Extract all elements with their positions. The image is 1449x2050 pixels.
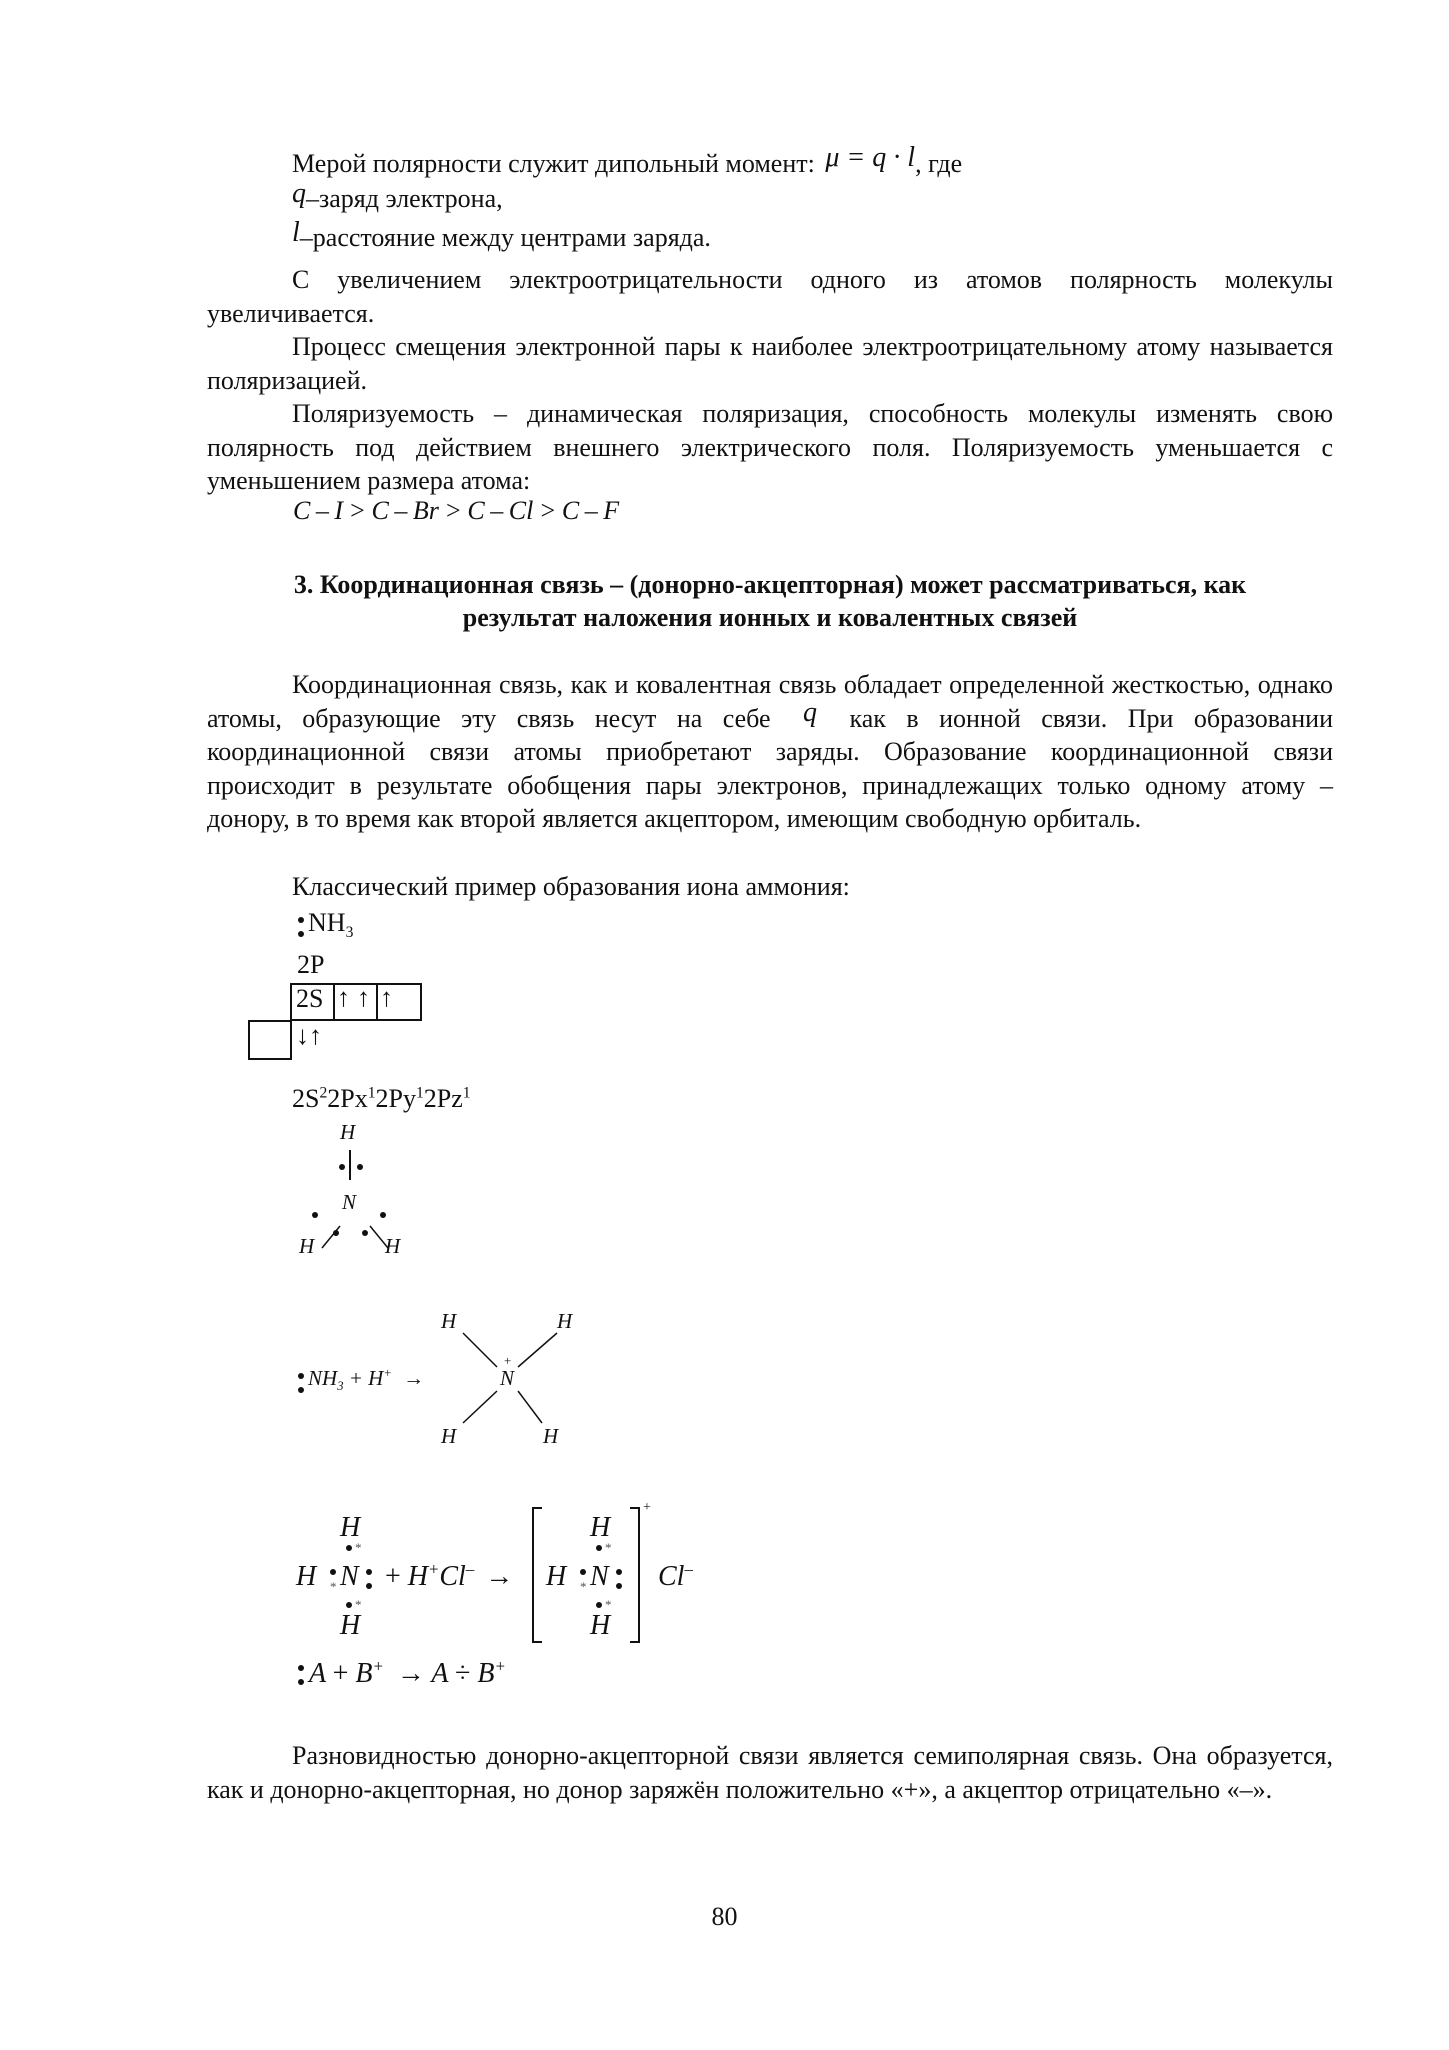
lewis-ion-h-left: H [546,1561,567,1592]
scheme-b2-charge: + [494,1656,506,1676]
atom-n: N [342,1190,357,1214]
bond-line [349,1150,351,1180]
lone-pair-dot [298,917,304,923]
lewis-asterisk: * [355,1597,362,1612]
bond-dot [339,1164,345,1170]
orbital-arrow-2s-pair: ↓↑ [296,1021,322,1050]
dipole-tail-text: , где [915,149,963,178]
scheme-b-charge: + [372,1656,384,1676]
lewis-dot [596,1602,602,1608]
orbital-arrow-pz: ↑ [380,983,393,1012]
lewis-hcl [385,1561,513,1593]
electron-configuration [292,1084,471,1114]
dipole-lead-text: Мерой полярности служит дипольный момент: [292,149,815,178]
ammonium-h-bl: H [441,1424,457,1448]
bond-dot [357,1164,363,1170]
config-2px-exp: 1 [367,1084,376,1102]
lewis-asterisk: * [580,1579,587,1594]
scheme-b2: B [477,1658,495,1689]
q-definition-text: –заряд электрона, [306,184,503,213]
dipole-formula: μ = q · l [825,142,916,173]
reaction-arrow: → [403,1366,425,1390]
orbital-arrow-py: ↑ [357,983,370,1012]
dipole-line [292,142,963,180]
lewis-h-bottom: H [340,1610,361,1641]
lewis-ion-h-top: H [590,1512,611,1543]
scheme-arrow: → [396,1658,425,1689]
config-2py: 2Py [375,1084,416,1113]
lewis-dot [616,1583,622,1589]
atom-h-left: H [299,1234,315,1258]
lewis-ion-n: N [590,1561,609,1592]
config-2py-exp: 1 [416,1084,424,1102]
atom-h-top: H [340,1120,356,1144]
bracket-tick [630,1507,640,1509]
bond-dot [362,1230,368,1236]
lewis-h-left: H [296,1561,317,1592]
lone-pair-dot [298,1387,304,1393]
bracket-right [638,1507,640,1643]
config-2s-exp: 2 [319,1084,328,1102]
l-symbol: l [292,217,300,248]
lewis-h-top: H [340,1512,361,1543]
lewis-dot [330,1569,336,1575]
lewis-asterisk: * [605,1597,612,1612]
lewis-counter-ion [658,1561,693,1593]
lewis-dot [346,1602,352,1608]
scheme-div: ÷ [454,1658,471,1689]
atom-h-right: H [385,1234,401,1258]
l-definition-text: –расстояние между центрами заряда. [299,223,711,252]
coordination-text-a: Координационная связь, как и ковалентная связь обладает определенной жесткостью, однако атомы, образующие эту связь несут на себе [207,670,1333,733]
q-symbol: q [292,178,306,209]
label-2s: 2S [296,984,324,1013]
lone-pair-dot [298,931,304,937]
counter-cl: Cl [658,1561,685,1592]
bracket-tick [532,1507,542,1509]
lewis-dot [366,1583,372,1589]
label-2p: 2P [297,950,325,979]
reaction-nh-sub: 3 [337,1379,344,1394]
lewis-cl-charge: – [465,1559,475,1579]
paragraph-polarizability: Поляризуемость – динамическая поляризация, способность молекулы изменять свою полярность под действием внешнего электрического поля. Поляризуемость уменьшается с уменьшением размера атома: [207,399,1333,495]
paragraph-coordination [207,668,1333,836]
coordination-text-b: как в ионной связи. При образовании координационной связи атомы приобретают заряды. Образование координационной связи происходит в результате обобщения пары электронов, принадлежащих только одному атому – донору, в то время как второй является акцептором, имеющим свободную орбиталь. [207,703,1334,833]
lone-pair-dot [298,1679,304,1685]
paragraph-electronegativity: С увеличением электроотрицательности одного из атомов полярность молекулы увеличивается. [207,265,1333,328]
orbital-arrow-px: ↑ [337,983,350,1012]
paragraph-semipolar: Разновидностью донорно-акцепторной связи является семиполярная связь. Она образуется, как и донорно-акцепторная, но донор заряжён положительно «+», а акцептор отрицательно «–». [207,1741,1333,1804]
config-2s: 2S [292,1084,320,1113]
config-2px: 2Px [327,1084,368,1113]
ammonium-h-tr: H [557,1309,573,1333]
lewis-cl: Cl [439,1561,466,1592]
l-definition [292,217,711,254]
bracket-charge: + [643,1500,651,1515]
lewis-plus: + [385,1561,401,1592]
lewis-dot [616,1569,622,1575]
lewis-h: H [407,1561,429,1592]
lewis-asterisk: * [605,1540,612,1555]
section-heading-line1: 3. Координационная связь – (донорно-акцепторная) может рассматриваться, как [293,570,1247,599]
section-heading-line2: результат наложения ионных и ковалентных связей [462,603,1078,632]
reaction-plus-h: + H [343,1366,384,1390]
lewis-dot [366,1569,372,1575]
ammonium-h-tl: H [441,1309,457,1333]
counter-cl-charge: – [684,1559,693,1579]
bracket-left [532,1507,534,1643]
halogen-series: C – I > C – Br > C – Cl > C – F [293,496,620,525]
lewis-asterisk: * [330,1579,337,1594]
q-definition [292,178,503,215]
ammonium-example-intro: Классический пример образования иона аммония: [292,872,850,901]
charge-q-symbol: q [803,696,818,728]
lewis-dot [596,1545,602,1551]
bond-dot [333,1230,339,1236]
scheme-b: B [355,1658,373,1689]
config-2pz-exp: 1 [462,1084,471,1102]
lewis-dot [346,1545,352,1551]
bracket-tick [630,1641,640,1643]
lewis-asterisk: * [355,1540,362,1555]
lewis-n: N [340,1561,359,1592]
nh3-formula: NH [308,908,346,937]
lewis-arrow: → [485,1561,514,1592]
scheme-plus: + [332,1658,349,1689]
ammonium-n: N [500,1366,515,1390]
lewis-h-charge: + [428,1559,440,1579]
reaction-nh: NH [308,1366,338,1390]
ammonium-h-br: H [543,1424,559,1448]
lewis-ion-h-bottom: H [590,1610,611,1641]
lone-pair-dot [298,1665,304,1671]
ammonium-charge: + [504,1353,512,1368]
lone-pair-dot [298,1373,304,1379]
config-2pz: 2Pz [423,1084,463,1113]
paragraph-polarization: Процесс смещения электронной пары к наиболее электроотрицательному атому называется поляризацией. [207,332,1333,395]
ammonium-bonds [440,1325,580,1435]
reaction-h-charge: + [383,1366,392,1380]
nh3-subscript: 3 [345,924,354,942]
scheme-a2: A [431,1658,448,1689]
scheme-a: A [309,1658,326,1689]
bracket-tick [532,1641,542,1643]
page-number: 80 [711,1902,738,1931]
lewis-dot [580,1569,586,1575]
